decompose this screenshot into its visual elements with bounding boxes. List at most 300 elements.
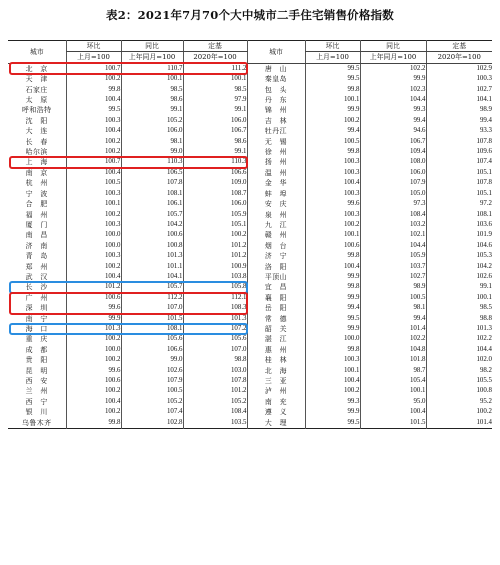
cell-base: 105.1 [183, 220, 247, 230]
cell-yoy: 98.7 [360, 366, 426, 376]
cell-yoy: 98.5 [121, 85, 183, 95]
cell-city: 安 庆 [247, 199, 305, 209]
cell-city: 贵 阳 [25, 356, 48, 365]
subheader-base-right: 2020年=100 [426, 52, 492, 63]
cell-base: 110.3 [183, 157, 247, 167]
cell-base: 100.2 [183, 230, 247, 240]
cell-yoy: 105.2 [121, 116, 183, 126]
cell-yoy: 107.4 [121, 407, 183, 417]
cell-mom: 99.9 [305, 105, 360, 115]
cell-city: 济 南 [25, 241, 48, 250]
cell-mom: 100.1 [66, 199, 121, 209]
cell-base: 100.2 [426, 407, 492, 417]
cell-base: 98.6 [183, 137, 247, 147]
cell-base: 101.3 [183, 314, 247, 324]
table-row [8, 397, 492, 407]
cell-base: 105.5 [426, 376, 492, 386]
cell-mom: 100.2 [305, 386, 360, 396]
cell-mom: 100.4 [305, 178, 360, 188]
cell-city: 烟 台 [247, 241, 305, 251]
subheader-mom-right: 上月=100 [305, 52, 360, 63]
cell-city: 沈 阳 [25, 116, 48, 125]
cell-city: 赣 州 [247, 230, 305, 240]
table-row [8, 230, 492, 240]
cell-city: 银 川 [25, 408, 48, 417]
cell-city: 桂 林 [247, 355, 305, 365]
cell-city: 青 岛 [25, 252, 48, 261]
cell-city: 昆 明 [25, 366, 48, 375]
cell-base: 104.2 [426, 262, 492, 272]
cell-mom: 100.3 [66, 220, 121, 230]
cell-mom: 99.3 [305, 397, 360, 407]
table-row [8, 116, 492, 126]
table-row [8, 137, 492, 147]
header-base-right: 定基 [426, 41, 492, 52]
cell-mom: 99.6 [66, 303, 121, 313]
cell-city: 上 海 [25, 158, 48, 167]
cell-base: 97.2 [426, 199, 492, 209]
cell-city: 成 都 [25, 345, 48, 354]
cell-yoy: 100.8 [121, 241, 183, 251]
cell-base: 109.6 [426, 147, 492, 157]
cell-base: 99.1 [183, 105, 247, 115]
cell-yoy: 108.1 [121, 189, 183, 199]
cell-mom: 100.5 [305, 137, 360, 147]
cell-mom: 99.8 [305, 85, 360, 95]
cell-mom: 101.2 [66, 282, 121, 292]
cell-base: 106.6 [183, 168, 247, 178]
cell-base: 106.7 [183, 126, 247, 136]
cell-yoy: 95.0 [360, 397, 426, 407]
header-city-left: 城市 [8, 41, 66, 64]
table-row [8, 241, 492, 251]
cell-yoy: 98.6 [121, 95, 183, 105]
cell-city: 北 京 [25, 64, 48, 73]
header-yoy-right: 同比 [360, 41, 426, 52]
table-row [8, 85, 492, 95]
cell-mom: 100.1 [305, 366, 360, 376]
cell-mom: 100.4 [66, 126, 121, 136]
cell-city: 温 州 [247, 168, 305, 178]
cell-base: 101.2 [183, 386, 247, 396]
cell-city: 郑 州 [25, 262, 48, 271]
cell-base: 107.4 [426, 157, 492, 167]
cell-base: 103.0 [183, 366, 247, 376]
table-row [8, 303, 492, 313]
table-row [8, 355, 492, 365]
cell-base: 105.1 [426, 189, 492, 199]
cell-mom: 100.2 [66, 137, 121, 147]
cell-city: 广 州 [25, 293, 48, 302]
cell-yoy: 107.9 [121, 376, 183, 386]
cell-mom: 100.4 [305, 262, 360, 272]
cell-yoy: 105.2 [121, 397, 183, 407]
cell-yoy: 94.6 [360, 126, 426, 136]
table-row [8, 407, 492, 417]
cell-mom: 101.3 [66, 324, 121, 334]
cell-mom: 100.2 [66, 74, 121, 84]
cell-yoy: 105.9 [360, 251, 426, 261]
cell-mom: 100.3 [66, 189, 121, 199]
cell-mom: 100.2 [66, 262, 121, 272]
cell-base: 105.9 [183, 210, 247, 220]
cell-city: 南 昌 [25, 231, 48, 240]
cell-mom: 99.9 [305, 324, 360, 334]
cell-city: 济 宁 [247, 251, 305, 261]
cell-base: 100.1 [426, 293, 492, 303]
cell-mom: 100.2 [66, 334, 121, 344]
cell-yoy: 101.3 [121, 251, 183, 261]
cell-city: 呼和浩特 [21, 106, 52, 115]
cell-base: 106.0 [183, 199, 247, 209]
cell-city: 丹 东 [247, 95, 305, 105]
table-row [8, 345, 492, 355]
table-row [8, 376, 492, 386]
cell-yoy: 107.0 [121, 303, 183, 313]
cell-yoy: 102.2 [360, 334, 426, 344]
cell-city: 长 春 [25, 137, 48, 146]
cell-city: 三 亚 [247, 376, 305, 386]
cell-city: 重 庆 [25, 335, 48, 344]
table-title: 表2：2021年7月70个大中城市二手住宅销售价格指数 [106, 8, 394, 22]
cell-mom: 100.7 [66, 157, 121, 167]
cell-yoy: 102.8 [121, 418, 183, 429]
cell-yoy: 104.4 [360, 241, 426, 251]
cell-mom: 99.9 [305, 407, 360, 417]
cell-base: 99.1 [426, 282, 492, 292]
cell-mom: 100.2 [66, 355, 121, 365]
cell-city: 锦 州 [247, 105, 305, 115]
table-row [8, 272, 492, 282]
cell-yoy: 102.1 [360, 230, 426, 240]
cell-mom: 99.8 [66, 418, 121, 429]
subheader-base-left: 2020年=100 [183, 52, 247, 63]
cell-mom: 100.7 [66, 63, 121, 74]
cell-yoy: 106.0 [121, 126, 183, 136]
cell-city: 哈尔滨 [25, 148, 48, 157]
cell-mom: 100.5 [66, 178, 121, 188]
cell-yoy: 101.5 [360, 418, 426, 429]
header-city-right: 城市 [247, 41, 305, 64]
cell-mom: 99.8 [305, 251, 360, 261]
cell-base: 97.9 [183, 95, 247, 105]
cell-city: 深 圳 [25, 304, 48, 313]
table-row [8, 293, 492, 303]
cell-city: 乌鲁木齐 [21, 418, 52, 427]
cell-city: 太 原 [25, 96, 48, 105]
cell-yoy: 105.0 [360, 189, 426, 199]
cell-mom: 100.2 [66, 147, 121, 157]
table-row [8, 74, 492, 84]
cell-base: 100.1 [183, 74, 247, 84]
cell-base: 99.1 [183, 147, 247, 157]
cell-base: 98.5 [183, 85, 247, 95]
cell-base: 107.2 [183, 324, 247, 334]
cell-mom: 100.0 [66, 230, 121, 240]
cell-yoy: 100.1 [360, 386, 426, 396]
cell-city: 遵 义 [247, 407, 305, 417]
cell-city: 南 充 [247, 397, 305, 407]
cell-city: 天 津 [25, 75, 48, 84]
cell-city: 徐 州 [247, 147, 305, 157]
cell-yoy: 100.1 [121, 74, 183, 84]
cell-city: 宜 昌 [247, 282, 305, 292]
cell-mom: 100.4 [305, 376, 360, 386]
header-base-left: 定基 [183, 41, 247, 52]
cell-city: 杭 州 [25, 179, 48, 188]
cell-base: 107.8 [426, 178, 492, 188]
cell-yoy: 108.4 [360, 210, 426, 220]
cell-yoy: 105.7 [121, 282, 183, 292]
table-row [8, 147, 492, 157]
cell-city: 南 宁 [25, 314, 48, 323]
cell-base: 105.3 [426, 251, 492, 261]
cell-yoy: 99.4 [360, 314, 426, 324]
cell-mom: 99.5 [305, 63, 360, 74]
cell-mom: 100.2 [66, 210, 121, 220]
cell-yoy: 112.2 [121, 293, 183, 303]
cell-mom: 99.9 [66, 314, 121, 324]
cell-base: 104.6 [426, 241, 492, 251]
cell-city: 西 宁 [25, 397, 48, 406]
cell-base: 100.8 [426, 386, 492, 396]
cell-mom: 99.5 [305, 418, 360, 429]
cell-base: 99.4 [426, 116, 492, 126]
cell-base: 108.1 [426, 210, 492, 220]
table-row [8, 262, 492, 272]
cell-mom: 100.1 [305, 230, 360, 240]
table-row [8, 157, 492, 167]
cell-yoy: 104.4 [360, 95, 426, 105]
cell-base: 108.7 [183, 189, 247, 199]
cell-city: 湛 江 [247, 334, 305, 344]
cell-yoy: 100.6 [121, 230, 183, 240]
cell-mom: 99.8 [305, 282, 360, 292]
header-mom-left: 环比 [66, 41, 121, 52]
cell-yoy: 105.7 [121, 210, 183, 220]
cell-city: 石家庄 [25, 85, 48, 94]
cell-yoy: 106.1 [121, 199, 183, 209]
cell-mom: 100.2 [66, 386, 121, 396]
cell-base: 107.0 [183, 345, 247, 355]
cell-yoy: 104.1 [121, 272, 183, 282]
cell-yoy: 108.0 [360, 157, 426, 167]
table-row [8, 95, 492, 105]
cell-base: 101.9 [426, 230, 492, 240]
cell-yoy: 98.1 [121, 137, 183, 147]
cell-yoy: 104.8 [360, 345, 426, 355]
cell-base: 105.8 [183, 282, 247, 292]
cell-mom: 100.4 [66, 272, 121, 282]
cell-base: 103.5 [183, 418, 247, 429]
cell-city: 海 口 [25, 324, 48, 333]
cell-city: 襄 阳 [247, 293, 305, 303]
cell-yoy: 100.4 [360, 407, 426, 417]
cell-base: 102.7 [426, 85, 492, 95]
cell-base: 95.2 [426, 397, 492, 407]
cell-yoy: 107.9 [360, 178, 426, 188]
cell-city: 厦 门 [25, 220, 48, 229]
cell-city: 福 州 [25, 210, 48, 219]
cell-yoy: 110.3 [121, 157, 183, 167]
cell-yoy: 99.0 [121, 355, 183, 365]
cell-base: 102.2 [426, 334, 492, 344]
cell-mom: 99.8 [305, 147, 360, 157]
cell-city: 宁 波 [25, 189, 48, 198]
table-row [8, 126, 492, 136]
cell-city: 洛 阳 [247, 262, 305, 272]
price-index-table [8, 40, 492, 429]
cell-base: 100.9 [183, 262, 247, 272]
table-row [8, 63, 492, 74]
table-row [8, 178, 492, 188]
cell-base: 98.8 [426, 314, 492, 324]
cell-base: 101.3 [426, 324, 492, 334]
table-row [8, 282, 492, 292]
cell-mom: 100.6 [66, 376, 121, 386]
cell-city: 吉 林 [247, 116, 305, 126]
cell-mom: 99.9 [305, 293, 360, 303]
cell-base: 102.9 [426, 63, 492, 74]
cell-base: 106.0 [183, 116, 247, 126]
cell-yoy: 107.8 [121, 178, 183, 188]
cell-base: 98.9 [426, 105, 492, 115]
cell-base: 112.1 [183, 293, 247, 303]
cell-yoy: 110.7 [121, 63, 183, 74]
cell-yoy: 109.4 [360, 147, 426, 157]
cell-city: 泉 州 [247, 210, 305, 220]
cell-city: 牡丹江 [247, 126, 305, 136]
cell-mom: 99.8 [66, 85, 121, 95]
cell-yoy: 100.5 [121, 386, 183, 396]
cell-city: 平顶山 [247, 272, 305, 282]
cell-mom: 99.8 [305, 345, 360, 355]
cell-yoy: 98.9 [360, 282, 426, 292]
cell-mom: 100.3 [66, 116, 121, 126]
cell-city: 岳 阳 [247, 303, 305, 313]
cell-mom: 99.5 [66, 105, 121, 115]
cell-base: 104.4 [426, 345, 492, 355]
cell-base: 101.4 [426, 418, 492, 429]
cell-yoy: 106.5 [121, 168, 183, 178]
cell-yoy: 97.3 [360, 199, 426, 209]
cell-base: 98.2 [426, 366, 492, 376]
cell-yoy: 102.7 [360, 272, 426, 282]
cell-city: 惠 州 [247, 345, 305, 355]
cell-base: 105.6 [183, 334, 247, 344]
table-row [8, 251, 492, 261]
cell-city: 九 江 [247, 220, 305, 230]
cell-base: 109.0 [183, 178, 247, 188]
cell-yoy: 99.9 [360, 74, 426, 84]
cell-yoy: 101.5 [121, 314, 183, 324]
table-row [8, 386, 492, 396]
cell-base: 98.8 [183, 355, 247, 365]
cell-yoy: 101.8 [360, 355, 426, 365]
subheader-yoy-left: 上年同月=100 [121, 52, 183, 63]
table-row [8, 220, 492, 230]
subheader-yoy-right: 上年同月=100 [360, 52, 426, 63]
cell-mom: 99.5 [305, 74, 360, 84]
cell-yoy: 99.3 [360, 105, 426, 115]
cell-city: 大 连 [25, 127, 48, 136]
cell-city: 蚌 埠 [247, 189, 305, 199]
cell-city: 西 安 [25, 377, 48, 385]
cell-mom: 100.0 [66, 241, 121, 251]
cell-yoy: 99.1 [121, 105, 183, 115]
cell-mom: 100.0 [66, 345, 121, 355]
cell-base: 107.8 [183, 376, 247, 386]
table-row [8, 334, 492, 344]
cell-mom: 100.0 [305, 334, 360, 344]
cell-yoy: 103.2 [360, 220, 426, 230]
cell-city: 泸 州 [247, 386, 305, 396]
cell-yoy: 99.4 [360, 116, 426, 126]
table-row [8, 105, 492, 115]
cell-mom: 99.5 [305, 314, 360, 324]
cell-mom: 100.1 [305, 95, 360, 105]
cell-yoy: 102.3 [360, 85, 426, 95]
table-body [8, 63, 492, 428]
cell-mom: 100.3 [305, 210, 360, 220]
table-row [8, 314, 492, 324]
cell-base: 93.3 [426, 126, 492, 136]
table-row [8, 418, 492, 429]
cell-mom: 100.2 [305, 116, 360, 126]
cell-mom: 100.3 [66, 251, 121, 261]
table-row [8, 168, 492, 178]
cell-city: 常 德 [247, 314, 305, 324]
cell-city: 兰 州 [25, 387, 48, 396]
cell-city: 北 海 [247, 366, 305, 376]
cell-city: 南 京 [25, 168, 48, 177]
subheader-mom-left: 上月=100 [66, 52, 121, 63]
cell-yoy: 99.0 [121, 147, 183, 157]
cell-city: 无 锡 [247, 137, 305, 147]
cell-mom: 100.4 [66, 95, 121, 105]
cell-yoy: 101.1 [121, 262, 183, 272]
cell-base: 108.3 [183, 303, 247, 313]
table-row [8, 189, 492, 199]
cell-base: 98.5 [426, 303, 492, 313]
cell-mom: 100.4 [66, 168, 121, 178]
cell-yoy: 103.7 [360, 262, 426, 272]
cell-mom: 100.6 [305, 241, 360, 251]
cell-base: 103.6 [426, 220, 492, 230]
cell-yoy: 102.6 [121, 366, 183, 376]
cell-city: 包 头 [247, 85, 305, 95]
cell-base: 101.2 [183, 251, 247, 261]
cell-base: 102.6 [426, 272, 492, 282]
cell-city: 秦皇岛 [247, 74, 305, 84]
cell-mom: 100.3 [305, 189, 360, 199]
cell-city: 武 汉 [25, 272, 48, 281]
cell-mom: 100.6 [66, 293, 121, 303]
cell-yoy: 106.0 [360, 168, 426, 178]
cell-base: 107.8 [426, 137, 492, 147]
cell-mom: 100.2 [66, 407, 121, 417]
cell-mom: 100.4 [66, 397, 121, 407]
cell-city: 扬 州 [247, 157, 305, 167]
cell-yoy: 104.2 [121, 220, 183, 230]
cell-mom: 99.9 [305, 272, 360, 282]
cell-city: 合 肥 [25, 200, 48, 209]
cell-base: 103.8 [183, 272, 247, 282]
cell-base: 111.2 [183, 63, 247, 74]
cell-base: 100.3 [426, 74, 492, 84]
cell-yoy: 102.2 [360, 63, 426, 74]
cell-mom: 99.6 [305, 199, 360, 209]
